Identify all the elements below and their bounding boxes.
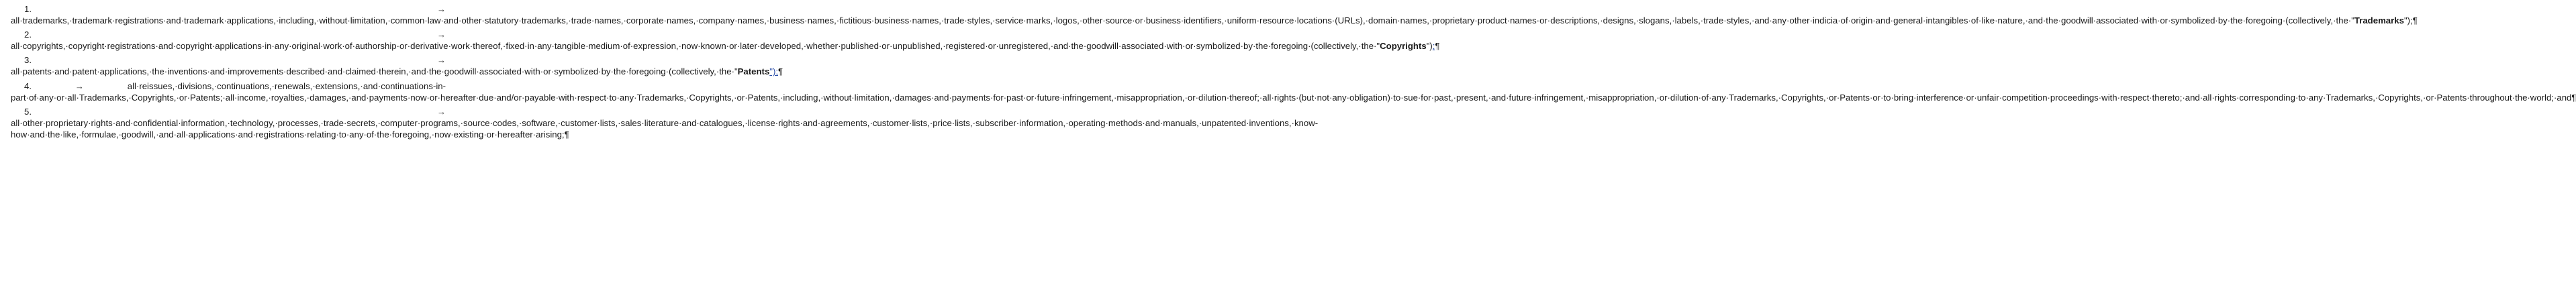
paragraph-number: 1.	[24, 4, 32, 14]
tab-arrow-icon: →	[436, 30, 446, 40]
defined-term: Copyrights	[1380, 41, 1427, 52]
paragraph-3[interactable]	[11, 54, 783, 77]
paragraph-number: 4.	[24, 80, 32, 91]
pilcrow-icon: ¶	[564, 129, 569, 139]
paragraph-4[interactable]	[11, 80, 2576, 103]
paragraph-text: all·copyrights,·copyright·registrations·and·copyright·applications·in·any·original·work·of·authorship·or·derivative·work·thereof,·fixed·in·any·tangible·medium·of·expression,·now·known·or·later·developed,·whether·published·or·unpublished,·registered·or·unregistered,·and·the·goodwill·associated·with·or·symbolized·by·the·foregoing·(collectively,·the·"	[11, 41, 1380, 52]
paragraph-number: 5.	[24, 106, 32, 117]
tab-arrow-icon: →	[436, 55, 446, 66]
paragraph-1[interactable]	[11, 3, 2418, 26]
pilcrow-icon: ¶	[1435, 41, 1440, 52]
tab-arrow-icon: →	[436, 4, 446, 14]
paragraph-text-end: ");	[2403, 15, 2413, 26]
paragraph-text: all·trademarks,·trademark·registrations·and·trademark·applications,·including,·without·limitation,·common·law·and·other·statutory·trademarks,·trade·names,·corporate·names,·company·names,·business·names,·fictitious·business·names,·trade·styles,·service·marks,·logos,·other·source·or·business·identifiers,·uniform·resource·locations·(URLs),·domain·names,·proprietary·product·names·or·descriptions,·designs,·slogans,·labels,·trade·styles,·and·any·other·indicia·of·origin·and·general·intangibles·of·like·nature,·and·the·goodwill·associated·with·or·symbolized·by·the·foregoing·(collectively,·the·"	[11, 15, 2354, 26]
tab-arrow-icon: →	[436, 106, 446, 117]
defined-term: Patents	[737, 66, 770, 77]
paragraph-2[interactable]	[11, 29, 1440, 52]
paragraph-text-end: ")	[1426, 41, 1433, 52]
paragraph-number: 2.	[24, 30, 32, 40]
paragraph-number: 3.	[24, 55, 32, 66]
revision-marker: ");	[769, 66, 779, 77]
pilcrow-icon: ¶	[778, 66, 783, 77]
pilcrow-icon: ¶	[2412, 15, 2418, 26]
paragraph-text: all·patents·and·patent·applications,·the·inventions·and·improvements·described·and·claimed·therein,·and·the·goodwill·associated·with·or·symbolized·by·the·foregoing·(collectively,·the·"	[11, 66, 738, 77]
paragraph-text: all·reissues,·divisions,·continuations,·renewals,·extensions,·and·continuations-in-part·of·any·or·all·Trademarks,·Copyrights,·or·Patents;·all·income,·royalties,·damages,·and·payments·now·or·hereafter·due·and/or·payable·with·respect·to·any·Trademarks,·Copyrights,·or·Patents,·including,·without·limitation,·damages·and·payments·for·past·or·future·infringement,·misappropriation,·or·dilution·thereof;·all·rights·(but·not·any·obligation)·to·sue·for·past,·present,·and·future·infringement,·misappropriation,·or·dilution·of·any·Trademarks,·Copyrights,·or·Patents·or·to·bring·interference·or·unfair·competition·proceedings·with·respect·thereto;·and·all·rights·corresponding·to·any·Trademarks,·Copyrights,·or·Patents·throughout·the·world;·and	[11, 80, 2572, 103]
paragraph-text: all·other·proprietary·rights·and·confidential·information,·technology,·processes,·trade·secrets,·computer·programs,·source·codes,·software,·customer·lists,·sales·literature·and·catalogues,·license·rights·and·agreements,·customer·lists,·price·lists,·subscriber·information,·operating·methods·and·manuals,·unpatented·inventions,·know-how·and·the·like,·formulae,·goodwill,·and·all·applications·and·registrations·relating·to·any·of·the·foregoing,·now·existing·or·hereafter·arising;	[11, 117, 1319, 139]
defined-term: Trademarks	[2354, 15, 2404, 26]
paragraph-5[interactable]	[11, 106, 1319, 140]
tab-arrow-icon: →	[75, 80, 84, 91]
pilcrow-icon: ¶	[2571, 92, 2576, 103]
revision-marker: ;	[1432, 41, 1435, 52]
